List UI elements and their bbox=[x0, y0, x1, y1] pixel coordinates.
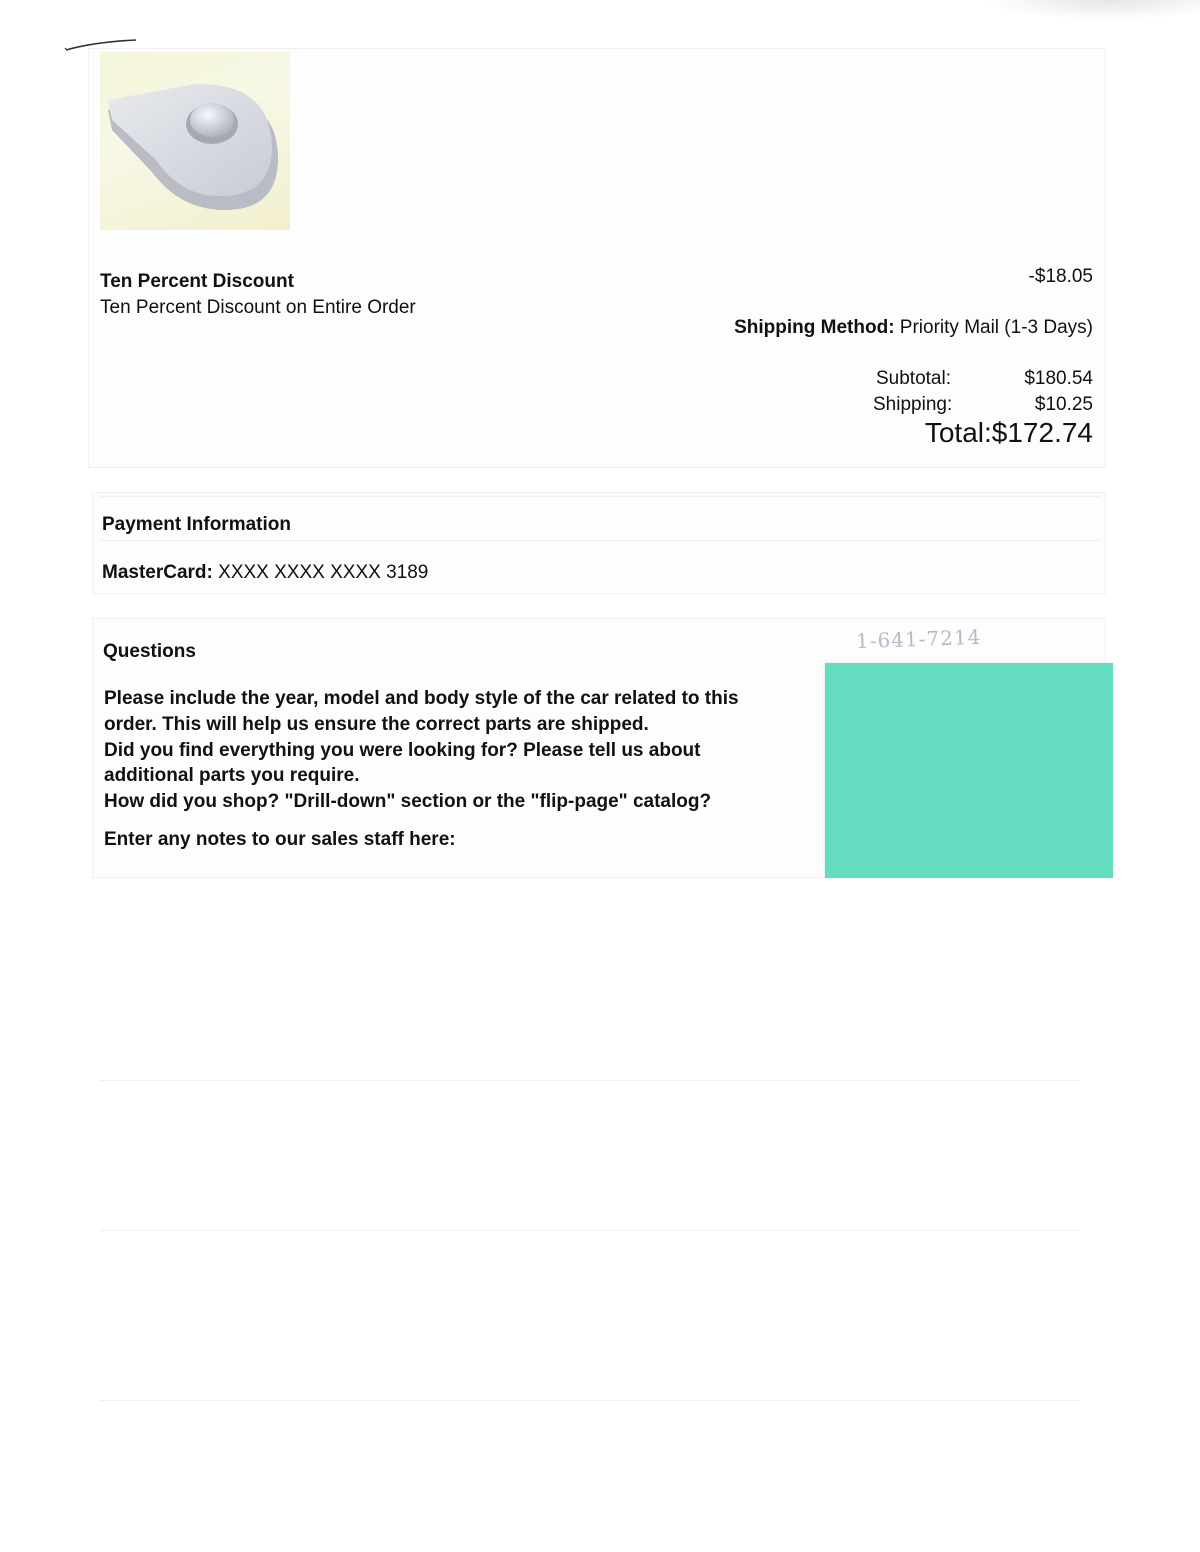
shipping-method-value: Priority Mail (1-3 Days) bbox=[899, 317, 1093, 338]
payment-heading: Payment Information bbox=[102, 514, 291, 535]
ghost-line bbox=[100, 1080, 1080, 1081]
question-line: order. This will help us ensure the correct parts are shipped. bbox=[104, 713, 649, 735]
question-line: additional parts you require. bbox=[104, 765, 360, 787]
pen-mark bbox=[64, 38, 138, 52]
shipping-value: $10.25 bbox=[1034, 394, 1093, 415]
shipping-label: Shipping: bbox=[873, 394, 953, 415]
questions-heading: Questions bbox=[103, 641, 196, 662]
question-line: Please include the year, model and body style of the car related to this bbox=[104, 688, 739, 709]
handwritten-note: 1-641-7214 bbox=[855, 624, 982, 654]
order-totals bbox=[873, 366, 1093, 418]
scan-shadow bbox=[980, 0, 1200, 20]
ghost-line bbox=[100, 1400, 1080, 1401]
subtotal-label: Subtotal: bbox=[876, 368, 951, 389]
card-line bbox=[102, 562, 428, 584]
notes-prompt: Enter any notes to our sales staff here: bbox=[104, 829, 456, 850]
shipping-method-label: Shipping Method: bbox=[734, 317, 895, 338]
subtotal-value: $180.54 bbox=[1024, 368, 1093, 389]
product-image bbox=[100, 52, 290, 230]
part-clip-icon bbox=[100, 52, 290, 230]
discount-description: Ten Percent Discount on Entire Order bbox=[100, 297, 416, 318]
ghost-line bbox=[100, 1230, 1080, 1231]
sticky-note bbox=[825, 663, 1113, 878]
card-label: MasterCard: bbox=[102, 562, 213, 583]
question-line: Did you find everything you were looking for? Please tell us about bbox=[104, 739, 701, 761]
card-number: XXXX XXXX XXXX 3189 bbox=[218, 562, 429, 583]
question-line: How did you shop? "Drill-down" section or the "flip-page" catalog? bbox=[104, 791, 712, 813]
ghost-line bbox=[100, 496, 1100, 497]
ghost-line bbox=[100, 540, 1100, 541]
grand-total: Total:$172.74 bbox=[924, 417, 1093, 448]
questions-body bbox=[104, 686, 824, 815]
discount-title: Ten Percent Discount bbox=[100, 271, 294, 292]
shipping-row bbox=[873, 392, 1093, 418]
shipping-method bbox=[734, 317, 1093, 339]
subtotal-row bbox=[873, 366, 1093, 392]
discount-amount: -$18.05 bbox=[1028, 266, 1093, 287]
